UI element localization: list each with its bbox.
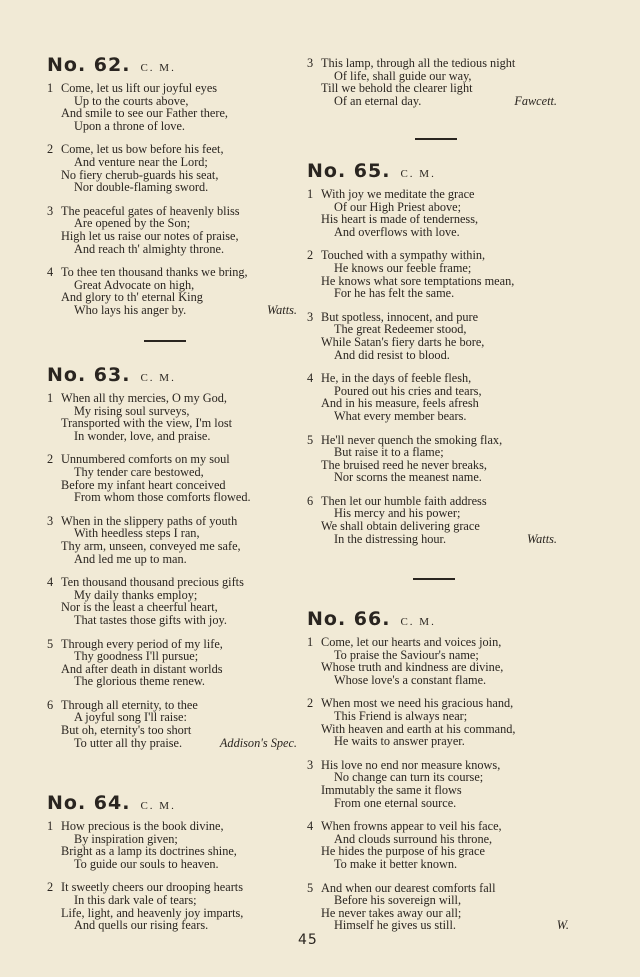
verse-text: His mercy and his power; — [334, 506, 461, 521]
stanza — [307, 434, 557, 484]
stanza — [47, 453, 297, 503]
section-rule — [144, 340, 186, 342]
verse-line — [47, 120, 297, 133]
verse-text: The great Redeemer stood, — [334, 322, 467, 337]
verse-text: This lamp, through all the tedious night — [321, 56, 516, 70]
stanza-number: 6 — [307, 493, 314, 508]
hymn-64-continued — [307, 57, 557, 118]
verse-line — [47, 243, 297, 256]
verse-text: Of an eternal day. — [334, 93, 422, 108]
verse-line — [307, 735, 569, 748]
verse-text: No change can turn its course; — [334, 770, 484, 785]
verse-text: Of life, shall guide our way, — [334, 68, 472, 83]
stanza — [47, 82, 297, 132]
page-number: 45 — [298, 932, 318, 948]
verse-text: And smile to see our Father there, — [61, 106, 228, 121]
verse-text: A joyful song I'll raise: — [74, 710, 187, 725]
hymn-meter: C. M. — [140, 372, 176, 384]
verse-text: Thy goodness I'll pursue; — [74, 649, 199, 664]
verse-text: And did resist to blood. — [334, 347, 450, 362]
hymn-number: No. 62. — [47, 54, 131, 76]
verse-text: He knows what sore temptations mean, — [321, 273, 515, 288]
hymn-62 — [47, 54, 297, 328]
stanza-number: 3 — [47, 513, 54, 528]
verse-line — [47, 430, 297, 443]
author-attribution: W. — [556, 918, 569, 933]
verse-line — [307, 919, 569, 932]
verse-text: When frowns appear to veil his face, — [321, 819, 502, 834]
hymn-meter: C. M. — [140, 800, 176, 812]
verse-text: Poured out his cries and tears, — [334, 383, 482, 398]
stanza-number: 2 — [47, 880, 54, 895]
stanza — [47, 266, 297, 316]
verse-text: Upon a throne of love. — [74, 118, 185, 133]
author-attribution: Watts. — [527, 531, 557, 546]
stanza — [307, 249, 557, 299]
hymn-number: No. 65. — [307, 160, 391, 182]
verse-text: To thee ten thousand thanks we bring, — [61, 265, 248, 280]
verse-text: And clouds surround his throne, — [334, 831, 493, 846]
hymn-number: No. 64. — [47, 792, 131, 814]
verse-line — [47, 181, 297, 194]
verse-text: And venture near the Lord; — [74, 154, 208, 169]
stanza-number: 1 — [47, 391, 54, 405]
verse-line — [47, 491, 297, 504]
stanza — [47, 699, 297, 749]
verse-line — [307, 349, 557, 362]
verse-line — [307, 410, 557, 423]
author-attribution: Watts. — [267, 302, 297, 317]
stanza — [47, 143, 297, 193]
verse-text: That tastes those gifts with joy. — [74, 612, 227, 627]
verse-line — [307, 226, 557, 239]
verse-text: Are opened by the Son; — [74, 216, 191, 231]
verse-text: His heart is made of tenderness, — [321, 212, 479, 227]
verse-text: And led me up to man. — [74, 551, 187, 566]
verse-text: Unnumbered comforts on my soul — [61, 452, 230, 467]
stanza — [307, 820, 569, 870]
verse-text: When all thy mercies, O my God, — [61, 391, 227, 405]
verse-text: Touched with a sympathy within, — [321, 248, 486, 263]
verse-line — [47, 737, 297, 750]
verse-text: Whose truth and kindness are divine, — [321, 660, 504, 675]
verse-line — [47, 553, 297, 566]
verse-line — [307, 95, 557, 108]
verse-text: It sweetly cheers our drooping hearts — [61, 880, 244, 895]
verse-text: What every member bears. — [334, 408, 467, 423]
stanza — [47, 638, 297, 688]
verse-text: From whom those comforts flowed. — [74, 490, 251, 505]
stanza-number: 1 — [307, 187, 314, 201]
stanza — [47, 205, 297, 255]
verse-text: Himself he gives us still. — [334, 918, 456, 933]
verse-text: With heedless steps I ran, — [74, 526, 200, 541]
verse-line — [47, 675, 297, 688]
verse-text: Before my infant heart conceived — [61, 477, 226, 492]
verse-text: Up to the courts above, — [74, 93, 189, 108]
verse-text: Of our High Priest above; — [334, 199, 462, 214]
stanza-number: 1 — [47, 819, 54, 833]
verse-text: Whose love's a constant flame. — [334, 672, 487, 687]
verse-text: And after death in distant worlds — [61, 661, 223, 676]
verse-text: The bruised reed he never breaks, — [321, 457, 487, 472]
verse-text: Till we behold the clearer light — [321, 81, 473, 96]
stanza-number: 4 — [307, 819, 314, 834]
verse-text: Then let our humble faith address — [321, 493, 487, 508]
verse-text: In this dark vale of tears; — [74, 892, 197, 907]
stanza — [307, 57, 557, 107]
stanza — [307, 697, 569, 747]
stanza-number: 4 — [47, 575, 54, 590]
stanza-number: 1 — [47, 81, 54, 95]
verse-text: But spotless, innocent, and pure — [321, 309, 479, 324]
verse-text: Come, let us bow before his feet, — [61, 142, 224, 157]
verse-line — [47, 304, 297, 317]
stanza-number: 5 — [307, 432, 314, 447]
verse-text: Through every period of my life, — [61, 636, 223, 651]
verse-text: Nor is the least a cheerful heart, — [61, 600, 218, 615]
verse-text: From one eternal source. — [334, 795, 457, 810]
verse-text: Thy tender care bestowed, — [74, 464, 204, 479]
stanza-number: 5 — [47, 636, 54, 651]
hymn-meter: C. M. — [400, 168, 436, 180]
verse-line — [47, 919, 297, 932]
stanza-number: 4 — [307, 371, 314, 386]
hymn-header — [307, 608, 569, 632]
verse-text: Bright as a lamp its doctrines shine, — [61, 844, 237, 859]
verse-text: The glorious theme renew. — [74, 674, 206, 689]
verse-text: Who lays his anger by. — [74, 302, 187, 317]
author-attribution: Addison's Spec. — [219, 735, 297, 750]
stanza-number: 1 — [307, 635, 314, 649]
verse-text: With heaven and earth at his command, — [321, 721, 516, 736]
verse-text: In wonder, love, and praise. — [74, 428, 211, 443]
stanza — [47, 881, 297, 931]
verse-line — [307, 674, 569, 687]
author-attribution: Fawcett. — [514, 93, 557, 108]
verse-text: Nor scorns the meanest name. — [334, 470, 482, 485]
hymn-number: No. 66. — [307, 608, 391, 630]
stanza-number: 2 — [47, 452, 54, 467]
verse-text: This Friend is always near; — [334, 708, 468, 723]
verse-text: Life, light, and heavenly joy imparts, — [61, 905, 244, 920]
verse-text: Nor double-flaming sword. — [74, 180, 209, 195]
hymn-meter: C. M. — [140, 62, 176, 74]
stanza-number: 3 — [307, 309, 314, 324]
hymn-header — [307, 160, 557, 184]
verse-text: He knows our feeble frame; — [334, 260, 472, 275]
verse-text: While Satan's fiery darts he bore, — [321, 334, 485, 349]
section-rule — [413, 578, 455, 580]
verse-text: But oh, eternity's too short — [61, 723, 192, 738]
verse-text: Thy arm, unseen, conveyed me safe, — [61, 538, 241, 553]
verse-text: And overflows with love. — [334, 224, 460, 239]
stanza — [307, 636, 569, 686]
hymn-header — [47, 364, 297, 388]
stanza — [307, 882, 569, 932]
verse-text: He never takes away our all; — [321, 905, 462, 920]
verse-text: Before his sovereign will, — [334, 893, 462, 908]
verse-line — [307, 287, 557, 300]
verse-text: He'll never quench the smoking flax, — [321, 432, 503, 447]
verse-text: When in the slippery paths of youth — [61, 513, 238, 528]
stanza-number: 4 — [47, 265, 54, 280]
verse-line — [307, 858, 569, 871]
stanza — [47, 576, 297, 626]
verse-text: For he has felt the same. — [334, 286, 455, 301]
verse-text: He, in the days of feeble flesh, — [321, 371, 472, 386]
stanza — [307, 311, 557, 361]
verse-text: And in his measure, feels afresh — [321, 396, 479, 411]
verse-line — [307, 471, 557, 484]
verse-text: Through all eternity, to thee — [61, 697, 198, 712]
verse-text: High let us raise our notes of praise, — [61, 228, 239, 243]
verse-text: How precious is the book divine, — [61, 819, 224, 833]
verse-line — [307, 797, 569, 810]
verse-line — [47, 858, 297, 871]
hymn-meter: C. M. — [400, 616, 436, 628]
stanza-number: 3 — [307, 56, 314, 70]
stanza-number: 5 — [307, 880, 314, 895]
verse-text: The peaceful gates of heavenly bliss — [61, 203, 240, 218]
verse-text: We shall obtain delivering grace — [321, 519, 480, 534]
verse-line — [47, 614, 297, 627]
verse-text: When most we need his gracious hand, — [321, 696, 514, 711]
verse-text: And glory to th' eternal King — [61, 290, 203, 305]
verse-text: Ten thousand thousand precious gifts — [61, 575, 244, 590]
verse-text: And quells our rising fears. — [74, 918, 209, 933]
verse-text: To praise the Saviour's name; — [334, 647, 479, 662]
verse-text: And reach th' almighty throne. — [74, 241, 225, 256]
verse-text: His love no end nor measure knows, — [321, 757, 501, 772]
hymn-header — [47, 792, 297, 816]
verse-text: Great Advocate on high, — [74, 277, 195, 292]
verse-text: And when our dearest comforts fall — [321, 880, 496, 895]
stanza — [307, 759, 569, 809]
stanza — [307, 372, 557, 422]
verse-text: He hides the purpose of his grace — [321, 844, 485, 859]
verse-text: Transported with the view, I'm lost — [61, 416, 233, 431]
stanza-number: 3 — [307, 757, 314, 772]
hymn-63 — [47, 364, 297, 760]
verse-text: My rising soul surveys, — [74, 403, 190, 418]
stanza-number: 2 — [307, 248, 314, 263]
verse-text: With joy we meditate the grace — [321, 187, 475, 201]
verse-text: Come, let our hearts and voices join, — [321, 635, 502, 649]
verse-text: To make it better known. — [334, 856, 458, 871]
stanza-number: 6 — [47, 697, 54, 712]
verse-text: My daily thanks employ; — [74, 587, 198, 602]
verse-text: He waits to answer prayer. — [334, 734, 465, 749]
verse-text: But raise it to a flame; — [334, 445, 444, 460]
stanza — [47, 515, 297, 565]
stanza — [47, 820, 297, 870]
verse-text: Immutably the same it flows — [321, 782, 462, 797]
verse-text: No fiery cherub-guards his seat, — [61, 167, 219, 182]
verse-text: To guide our souls to heaven. — [74, 856, 219, 871]
hymn-header — [47, 54, 297, 78]
verse-text: By inspiration given; — [74, 831, 178, 846]
verse-text: To utter all thy praise. — [74, 735, 183, 750]
hymn-64 — [47, 792, 297, 943]
stanza-number: 2 — [47, 142, 54, 157]
verse-text: Come, let us lift our joyful eyes — [61, 81, 218, 95]
stanza-number: 3 — [47, 203, 54, 218]
verse-text: In the distressing hour. — [334, 531, 447, 546]
hymn-66 — [307, 608, 569, 943]
stanza — [307, 495, 557, 545]
hymn-number: No. 63. — [47, 364, 131, 386]
stanza — [47, 392, 297, 442]
stanza-number: 2 — [307, 696, 314, 711]
section-rule — [415, 138, 457, 140]
hymn-65 — [307, 160, 557, 556]
stanza — [307, 188, 557, 238]
verse-line — [307, 533, 557, 546]
